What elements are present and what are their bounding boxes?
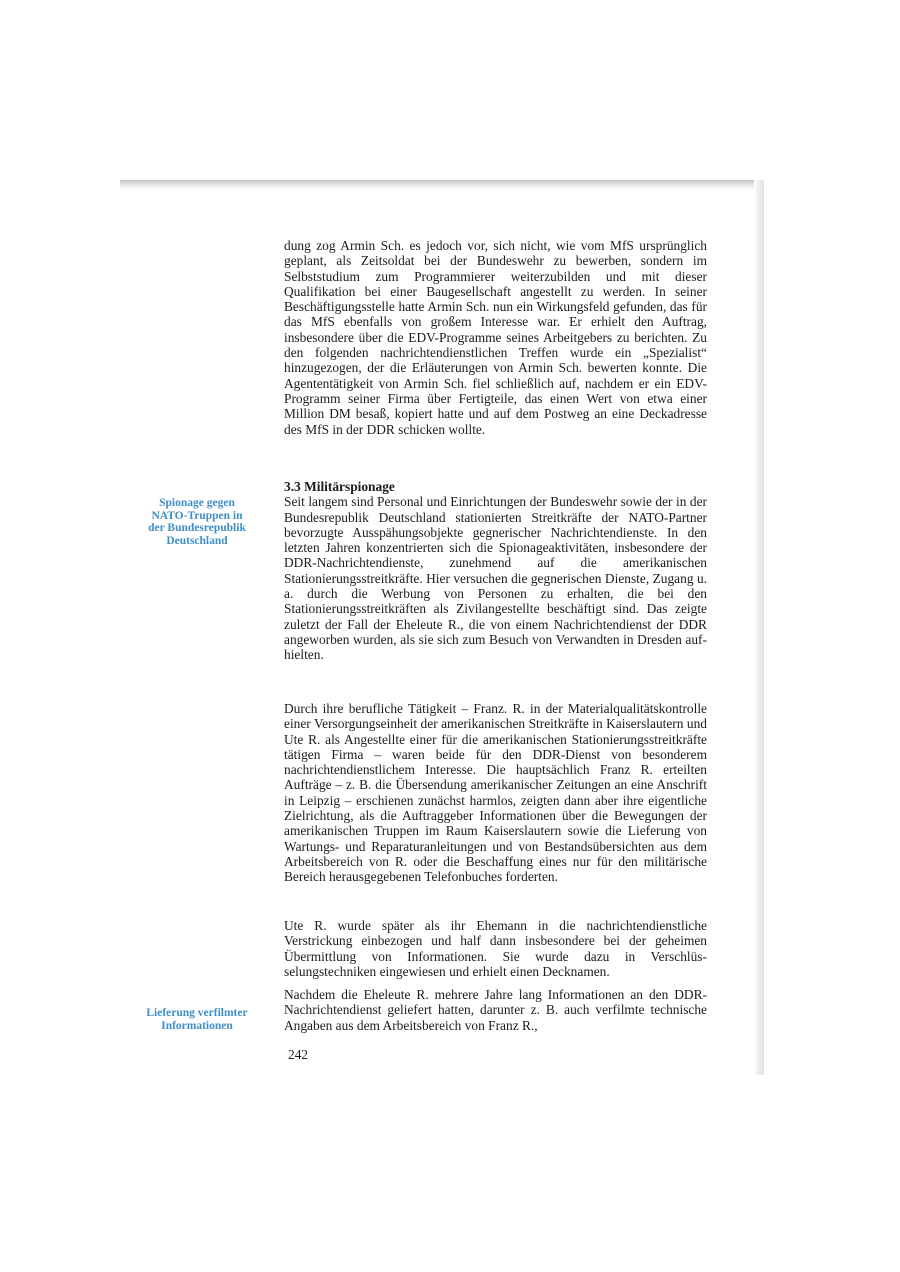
paragraph-text: Nachdem die Eheleute R. mehrere Jahre lang Informationen an den DDR-Nachrichtendienst geliefert hatten, darunter z. B. auch verfilmte technische Angaben aus dem Arbeitsbereich von Franz R.,	[284, 987, 707, 1033]
margin-note-line: Spionage gegen	[159, 497, 235, 509]
page-number: 242	[288, 1047, 309, 1062]
margin-note-line: Informationen	[161, 1019, 233, 1032]
section-heading: 3.3 Militärspionage	[284, 479, 395, 494]
body-paragraph-5	[284, 987, 707, 1033]
page-shadow-top	[120, 180, 760, 190]
paragraph-text: Ute R. wurde später als ihr Ehemann in die nachrichtendienstliche Verstrickung einbezogen und half dann insbesondere bei der geheimen Übermittlung von Informationen. Sie wurde dazu in Verschlüsselungstechniken eingewiesen und erhielt einen Decknamen.	[284, 918, 707, 979]
body-paragraph-1	[284, 238, 707, 437]
paragraph-text: Durch ihre berufliche Tätigkeit – Franz. R. in der Materialqualitätskontrolle einer Versorgungseinheit der amerikanischen Streitkräfte in Kaiserslautern und Ute R. als Angestellte einer für die amerikanischen Stationierungsstreitkräfte tätigen Firma – waren beide für den DDR-Dienst von besonderem nachrichtendienstlichem Interesse. Die hauptsächlich Franz R. erteilten Aufträge – z. B. die Übersendung amerikanischer Zeitungen an eine Anschrift in Leipzig – erschienen zunächst harmlos, zeigten dann aber ihre eigentliche Zielrichtung, als die Auftraggeber Informationen über die Bewegungen der amerikanischen Truppen im Raum Kaiserslautern sowie die Lieferung von Wartungs- und Reparaturanleitungen und von Bestandsübersichten aus dem Arbeitsbereich von R. oder die Beschaffung eines nur für den militärische Bereich herausgegebenen Telefonbuches forderten.	[284, 701, 707, 885]
section-military-espionage	[284, 479, 707, 663]
paragraph-text: Seit langem sind Personal und Einrichtungen der Bundeswehr sowie der in der Bundesrepublik Deutschland stationierten Streitkräfte der NATO-Partner bevorzugte Ausspähungsobjekte gegnerischer Nachrichtendienste. In den letzten Jahren konzentrierten sich die Spionageaktivitäten, insbesondere der DDR-Nachrichtendienste, zunehmend auf die amerikanischen Stationierungsstreitkräfte. Hier versuchen die gegnerischen Dienste, Zugang u. a. durch die Werbung von Personen zu erhalten, die bei den Stationierungsstreitkräften als Zivilangestellte beschäftigt sind. Das zeigte zuletzt der Fall der Eheleute R., die von einem Nachrichtendienst der DDR angeworben wurden, als sie sich zum Besuch von Verwandten in Dresden aufhielten.	[284, 494, 707, 663]
margin-note-line: der Bundesrepublik	[148, 522, 246, 534]
body-paragraph-3	[284, 701, 707, 885]
margin-note-nato-espionage	[132, 497, 262, 547]
margin-note-filmed-information	[132, 1007, 262, 1032]
margin-note-line: Deutschland	[166, 534, 228, 547]
paragraph-text: dung zog Armin Sch. es jedoch vor, sich nicht, wie vom MfS ursprünglich geplant, als Zeitsoldat bei der Bundeswehr zu bewerben, sondern im Selbststudium zum Programmierer weiterzubilden und mit dieser Qualifikation bei einer Baugesellschaft angestellt zu werden. In seiner Beschäftigungsstelle hatte Armin Sch. nun ein Wirkungsfeld gefunden, das für das MfS ebenfalls von großem Interesse war. Er erhielt den Auftrag, insbesondere über die EDV-Programme seines Arbeitgebers zu berichten. Zu den folgenden nachrichtendienstlichen Treffen wurde ein „Spezialist“ hinzugezogen, der die Erläuterungen von Armin Sch. bewerten konnte. Die Agententätigkeit von Armin Sch. fiel schließlich auf, nachdem er ein EDV-Programm seiner Firma über Fertigteile, das einen Wert von etwa einer Million DM besaß, kopiert hatte und auf dem Postweg an eine Deckadresse des MfS in der DDR schicken wollte.	[284, 238, 707, 437]
margin-note-line: Lieferung verfilmter	[146, 1007, 248, 1019]
margin-note-line: NATO-Truppen in	[151, 509, 243, 522]
body-paragraph-4	[284, 918, 707, 979]
page-shadow-right	[754, 180, 764, 1075]
